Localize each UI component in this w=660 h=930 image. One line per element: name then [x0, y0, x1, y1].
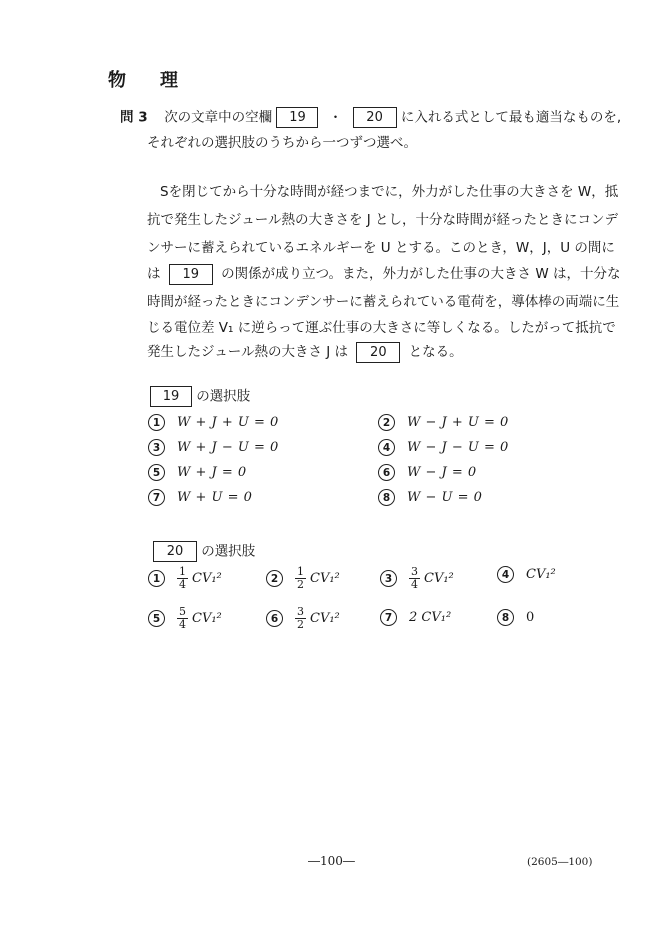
choice-19-3[interactable]	[148, 439, 279, 456]
passage-line-7-a: 発生したジュール熱の大きさ J は	[147, 344, 349, 360]
choice-number: 2	[266, 570, 283, 587]
choice-number: 3	[380, 570, 397, 587]
choice-20-5[interactable]	[148, 606, 222, 631]
choice-expression: CV₁²	[526, 567, 556, 582]
choice-number: 6	[378, 464, 395, 481]
choice-expression: W + J = 0	[177, 465, 247, 480]
choice-19-2[interactable]	[378, 414, 509, 431]
choice-expression: CV₁²	[424, 571, 454, 586]
passage-line-4-a: は	[147, 266, 161, 282]
choice-number: 2	[378, 414, 395, 431]
choice-19-8[interactable]	[378, 489, 482, 506]
choice-expression: 2 CV₁²	[409, 610, 452, 625]
question-line-1	[120, 107, 621, 128]
choice-expression: W + J + U = 0	[177, 415, 279, 430]
choice-number: 8	[497, 609, 514, 626]
question-text-a: 次の文章中の空欄	[164, 109, 273, 126]
choice-expression: CV₁²	[192, 571, 222, 586]
exam-code: (2605―100)	[527, 856, 593, 868]
denominator: 4	[179, 618, 186, 631]
denominator: 4	[411, 578, 418, 591]
choices-19-box: 19	[150, 386, 192, 407]
choice-expression: W + U = 0	[177, 490, 253, 505]
page-number: ―100―	[308, 854, 355, 868]
choice-19-6[interactable]	[378, 464, 477, 481]
choice-20-6[interactable]	[266, 606, 340, 631]
choice-number: 7	[148, 489, 165, 506]
question-line-2: それぞれの選択肢のうちから一つずつ選べ。	[147, 135, 417, 151]
passage-line-1: Sを閉じてから十分な時間が経つまでに，外力がした仕事の大きさを W，抵	[160, 184, 619, 200]
denominator: 2	[297, 618, 304, 631]
fraction	[295, 606, 306, 631]
fraction	[177, 566, 188, 591]
choices-19-header	[150, 386, 250, 407]
passage-blank-20: 20	[356, 342, 400, 363]
numerator: 3	[411, 565, 418, 578]
denominator: 4	[179, 578, 186, 591]
choices-20-heading: の選択肢	[201, 543, 256, 560]
choice-expression: W − U = 0	[407, 490, 483, 505]
fraction	[177, 606, 188, 631]
choice-expression: W − J = 0	[407, 465, 477, 480]
passage-line-7	[147, 340, 463, 363]
denominator: 2	[297, 578, 304, 591]
choice-number: 8	[378, 489, 395, 506]
passage-line-4	[147, 262, 620, 285]
choice-20-2[interactable]	[266, 566, 340, 591]
question-label: 問 3	[120, 109, 148, 126]
choice-number: 6	[266, 610, 283, 627]
passage-line-5: 時間が経ったときにコンデンサーに蓄えられている電荷を，導体棒の両端に生	[147, 294, 620, 310]
fraction	[295, 566, 306, 591]
subject-title: 物 理	[108, 70, 186, 91]
passage-line-6: じる電位差 V₁ に逆らって運ぶ仕事の大きさに等しくなる。したがって抵抗で	[147, 320, 616, 336]
choices-20-header	[153, 541, 255, 562]
fraction	[409, 566, 420, 591]
numerator: 5	[179, 605, 186, 618]
choice-expression: W − J − U = 0	[407, 440, 509, 455]
choices-20-box: 20	[153, 541, 197, 562]
choice-expression: 0	[526, 610, 535, 625]
choice-number: 1	[148, 414, 165, 431]
choice-20-3[interactable]	[380, 566, 454, 591]
choice-number: 7	[380, 609, 397, 626]
choice-19-4[interactable]	[378, 439, 509, 456]
choices-19-heading: の選択肢	[196, 388, 251, 405]
choice-20-1[interactable]	[148, 566, 222, 591]
passage-blank-19: 19	[169, 264, 213, 285]
blank-separator: ・	[328, 109, 343, 126]
choice-20-4[interactable]	[497, 566, 556, 583]
choice-expression: CV₁²	[310, 611, 340, 626]
choice-number: 3	[148, 439, 165, 456]
choice-20-8[interactable]	[497, 609, 534, 626]
choice-expression: W − J + U = 0	[407, 415, 509, 430]
choice-number: 1	[148, 570, 165, 587]
question-text-b: に入れる式として最も適当なものを,	[400, 109, 622, 126]
choice-expression: CV₁²	[310, 571, 340, 586]
numerator: 3	[297, 605, 304, 618]
passage-line-7-b: となる。	[408, 344, 463, 360]
numerator: 1	[297, 565, 304, 578]
blank-20: 20	[353, 107, 397, 128]
choice-expression: W + J − U = 0	[177, 440, 279, 455]
choice-expression: CV₁²	[192, 611, 222, 626]
passage-line-3: ンサーに蓄えられているエネルギーを U とする。このとき，W，J，U の間に	[147, 240, 615, 256]
passage-line-2: 抗で発生したジュール熱の大きさを J とし，十分な時間が経ったときにコンデ	[147, 212, 619, 228]
choice-number: 5	[148, 464, 165, 481]
passage-line-4-b: の関係が成り立つ。また，外力がした仕事の大きさ W は，十分な	[221, 266, 621, 282]
choice-19-5[interactable]	[148, 464, 247, 481]
choice-19-7[interactable]	[148, 489, 252, 506]
numerator: 1	[179, 565, 186, 578]
choice-number: 4	[497, 566, 514, 583]
choice-20-7[interactable]	[380, 609, 451, 626]
blank-19: 19	[276, 107, 318, 128]
choice-number: 5	[148, 610, 165, 627]
choice-number: 4	[378, 439, 395, 456]
choice-19-1[interactable]	[148, 414, 279, 431]
